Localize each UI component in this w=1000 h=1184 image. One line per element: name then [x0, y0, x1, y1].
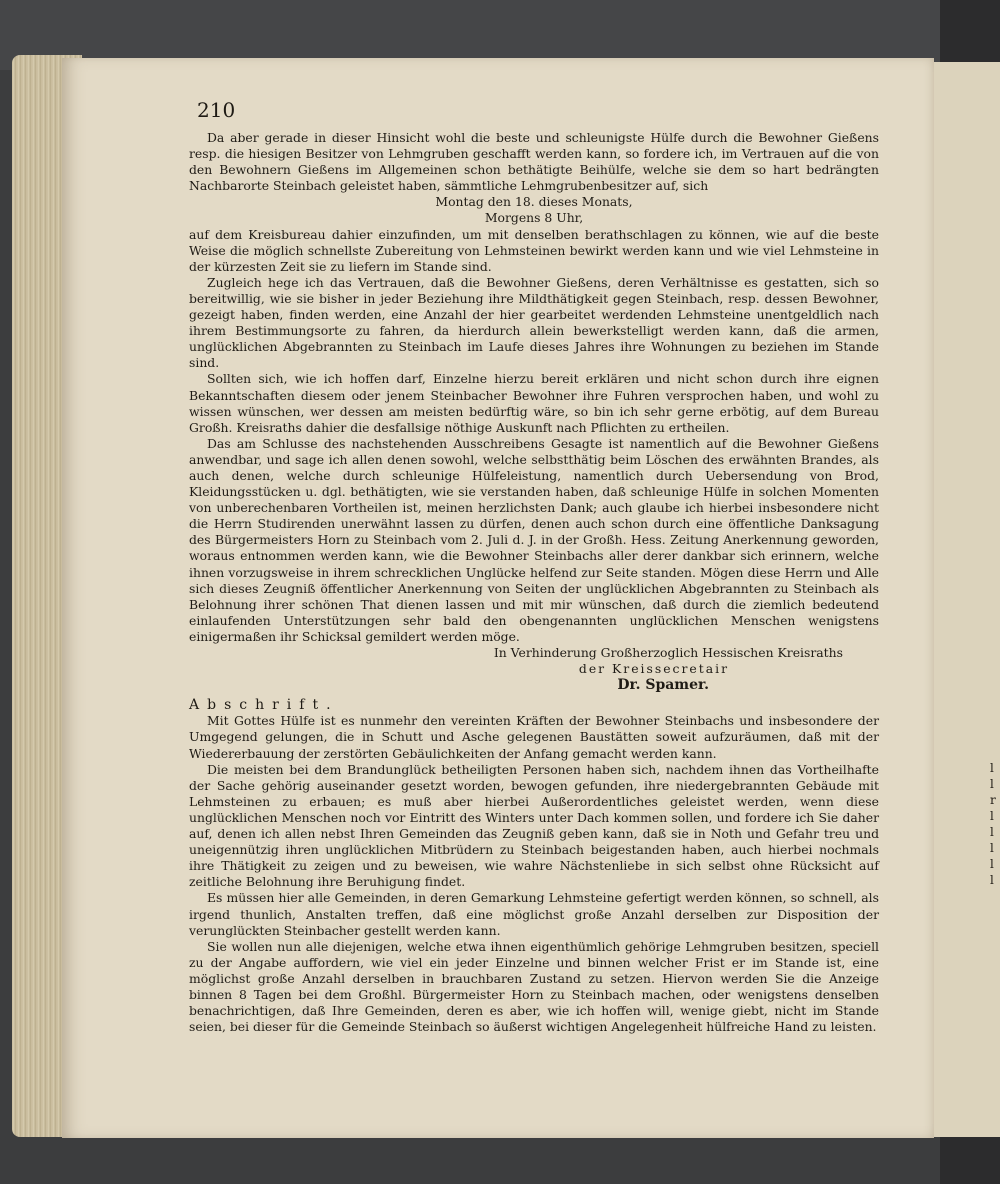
- paragraph: auf dem Kreisbureau dahier einzufinden, um mit denselben berathschlagen zu können, wie auf die beste Weise die möglich schnellste Zubereitung von Lehmsteinen bewirkt werden kann und wie viel Lehmsteine in der kürzesten Zeit sie zu liefern im Stande sind.: [189, 226, 879, 274]
- paragraph: Es müssen hier alle Gemeinden, in deren Gemarkung Lehmsteine gefertigt werden können, so schnell, als irgend thunlich, Anstalten treffen, daß eine möglichst große Anzahl derselben zur Disposition der verunglückten Steinbacher gestellt werden kann.: [189, 890, 879, 938]
- margin-letter: l: [990, 841, 994, 855]
- section-heading: Abschrift.: [189, 697, 339, 714]
- margin-letter: l: [990, 761, 994, 775]
- adjacent-page-edge: [930, 62, 1000, 1137]
- paragraph: Da aber gerade in dieser Hinsicht wohl die beste und schleunigste Hülfe durch die Bewohner Gießens resp. die hiesigen Besitzer von Lehmgruben geschafft werden kann, so fordere ich, im Vertrauen auf die von den Bewohnern Gießens im Allgemeinen schon bethätigte Beihülfe, welche sie dem so hart bedrängten Nachbarorte Steinbach geleistet haben, sämmtliche Lehmgrubenbesitzer auf, sich: [189, 130, 879, 194]
- margin-letter: l: [990, 873, 994, 887]
- page-number: 210: [197, 98, 236, 122]
- margin-letter: l: [990, 809, 994, 823]
- paragraph: Die meisten bei dem Brandunglück betheiligten Personen haben sich, nachdem ihnen das Vortheilhafte der Sache gehörig auseinander gesetzt worden, bewogen gefunden, ihre niedergebrannten Gebäude mit Lehmsteinen zu erbauen; es muß aber hierbei Außerordentliches geleistet werden, wenn diese unglücklichen Menschen noch vor Eintritt des Winters unter Dach kommen sollen, und fordere ich Sie daher auf, denen ich allen nebst Ihren Gemeinden das Zeugniß geben kann, daß sie in Noth und Gefahr treu und uneigennützig ihren unglücklichen Mitbrüdern zu Steinbach beigestanden haben, auch hierbei nochmals ihre Thätigkeit zu zeigen und zu beweisen, wie wahre Nächstenliebe in sich selbst ohne Rücksicht auf zeitliche Belohnung ihre Beruhigung findet.: [189, 761, 879, 890]
- margin-letter: r: [990, 793, 996, 807]
- signature-title: der Kreissecretair: [578, 661, 729, 677]
- paragraph: Sie wollen nun alle diejenigen, welche etwa ihnen eigenthümlich gehörige Lehmgruben besitzen, speciell zu der Angabe auffordern, wie viel ein jeder Einzelne und binnen welcher Frist er im Stande ist, eine möglichst große Anzahl derselben in brauchbaren Zustand zu setzen. Hiervon werden Sie die Anzeige binnen 8 Tagen bei dem Großhl. Bürgermeister Horn zu Steinbach machen, oder wenigstens denselben benachrichtigen, daß Ihre Gemeinden, deren es aber, wie ich hoffen will, wenige giebt, nicht im Stande seien, bei dieser für die Gemeinde Steinbach so äußerst wichtigen Angelegenheit hülfreiche Hand zu leisten.: [189, 938, 879, 1035]
- margin-letter: l: [990, 825, 994, 839]
- margin-letter: l: [990, 777, 994, 791]
- paragraph: Sollten sich, wie ich hoffen darf, Einzelne hierzu bereit erklären und nicht schon durch ihre eignen Bekanntschaften diesem oder jenem Steinbacher Bewohner ihre Fuhren versprochen haben, und wohl zu wissen wünschen, wer dessen am meisten bedürftig wäre, so bin ich sehr gerne erbötig, auf dem Bureau Großh. Kreisraths dahier die desfallsige nöthige Auskunft nach Pflichten zu ertheilen.: [189, 371, 879, 435]
- margin-letter: l: [990, 857, 994, 871]
- paragraph: Zugleich hege ich das Vertrauen, daß die Bewohner Gießens, deren Verhältnisse es gestatten, sich so bereitwillig, wie sie bisher in jeder Beziehung ihre Mildthätigkeit gegen Steinbach, resp. dessen Bewohner, gezeigt haben, finden werden, eine Anzahl der hier gearbeitet werdenden Lehmsteine unentgeldlich nach ihrem Bestimmungsorte zu fahren, da hierdurch allein bewerkstelligt werden kann, daß die armen, unglücklichen Abgebrannten zu Steinbach im Laufe dieses Jahres ihre Wohnungen zu beziehen im Stande sind.: [189, 274, 879, 371]
- adjacent-page-margin: [990, 760, 1000, 888]
- meeting-date: Montag den 18. dieses Monats,: [435, 194, 633, 210]
- paragraph: Das am Schlusse des nachstehenden Ausschreibens Gesagte ist namentlich auf die Bewohner Gießens anwendbar, und sage ich allen denen sowohl, welche selbstthätig beim Löschen des erwähnten Brandes, als auch denen, welche durch schleunige Hülfeleistung, namentlich durch Uebersendung von Brod, Kleidungsstücken u. dgl. bethätigten, wie sie verstanden haben, daß schleunige Hülfe in solchen Momenten von unberechenbaren Vortheilen ist, meinen herzlichsten Dank; auch glaube ich hierbei insbesondere nicht die Herrn Studirenden unerwähnt lassen zu dürfen, denen auch schon durch eine öffentliche Danksagung des Bürgermeisters Horn zu Steinbach vom 2. Juli d. J. in der Großh. Hess. Zeitung Anerkennung geworden, woraus entnommen werden kann, wie die Bewohner Steinbachs aller derer dankbar sich erinnern, welche ihnen vorzugsweise in ihrem schrecklichen Unglücke helfend zur Seite standen. Mögen diese Herrn und Alle sich dieses Zeugniß öffentlicher Anerkennung von Seiten der unglücklichen Abgebrannten zu Steinbach als Belohnung ihrer schönen That dienen lassen und mit mir wünschen, daß durch die ziemlich bedeutend einlaufenden Unterstützungen sehr bald den obengenannten unglücklichen Menschen wenigstens einigermaßen ihr Schicksal gemildert werden möge.: [189, 435, 879, 644]
- page-text: [189, 130, 879, 1035]
- meeting-time: Morgens 8 Uhr,: [484, 210, 584, 226]
- paragraph: Mit Gottes Hülfe ist es nunmehr den vereinten Kräften der Bewohner Steinbachs und insbesondere der Umgegend gelungen, die in Schutt und Asche gelegenen Baustätten soweit aufzuräumen, daß mit der Wiedererbauung der zerstörten Gebäulichkeiten der Anfang gemacht werden kann.: [189, 713, 879, 761]
- book-page: [62, 58, 934, 1138]
- signature-line: In Verhinderung Großherzoglich Hessischen Kreisraths: [493, 645, 843, 660]
- signature-name: Dr. Spamer.: [617, 677, 709, 694]
